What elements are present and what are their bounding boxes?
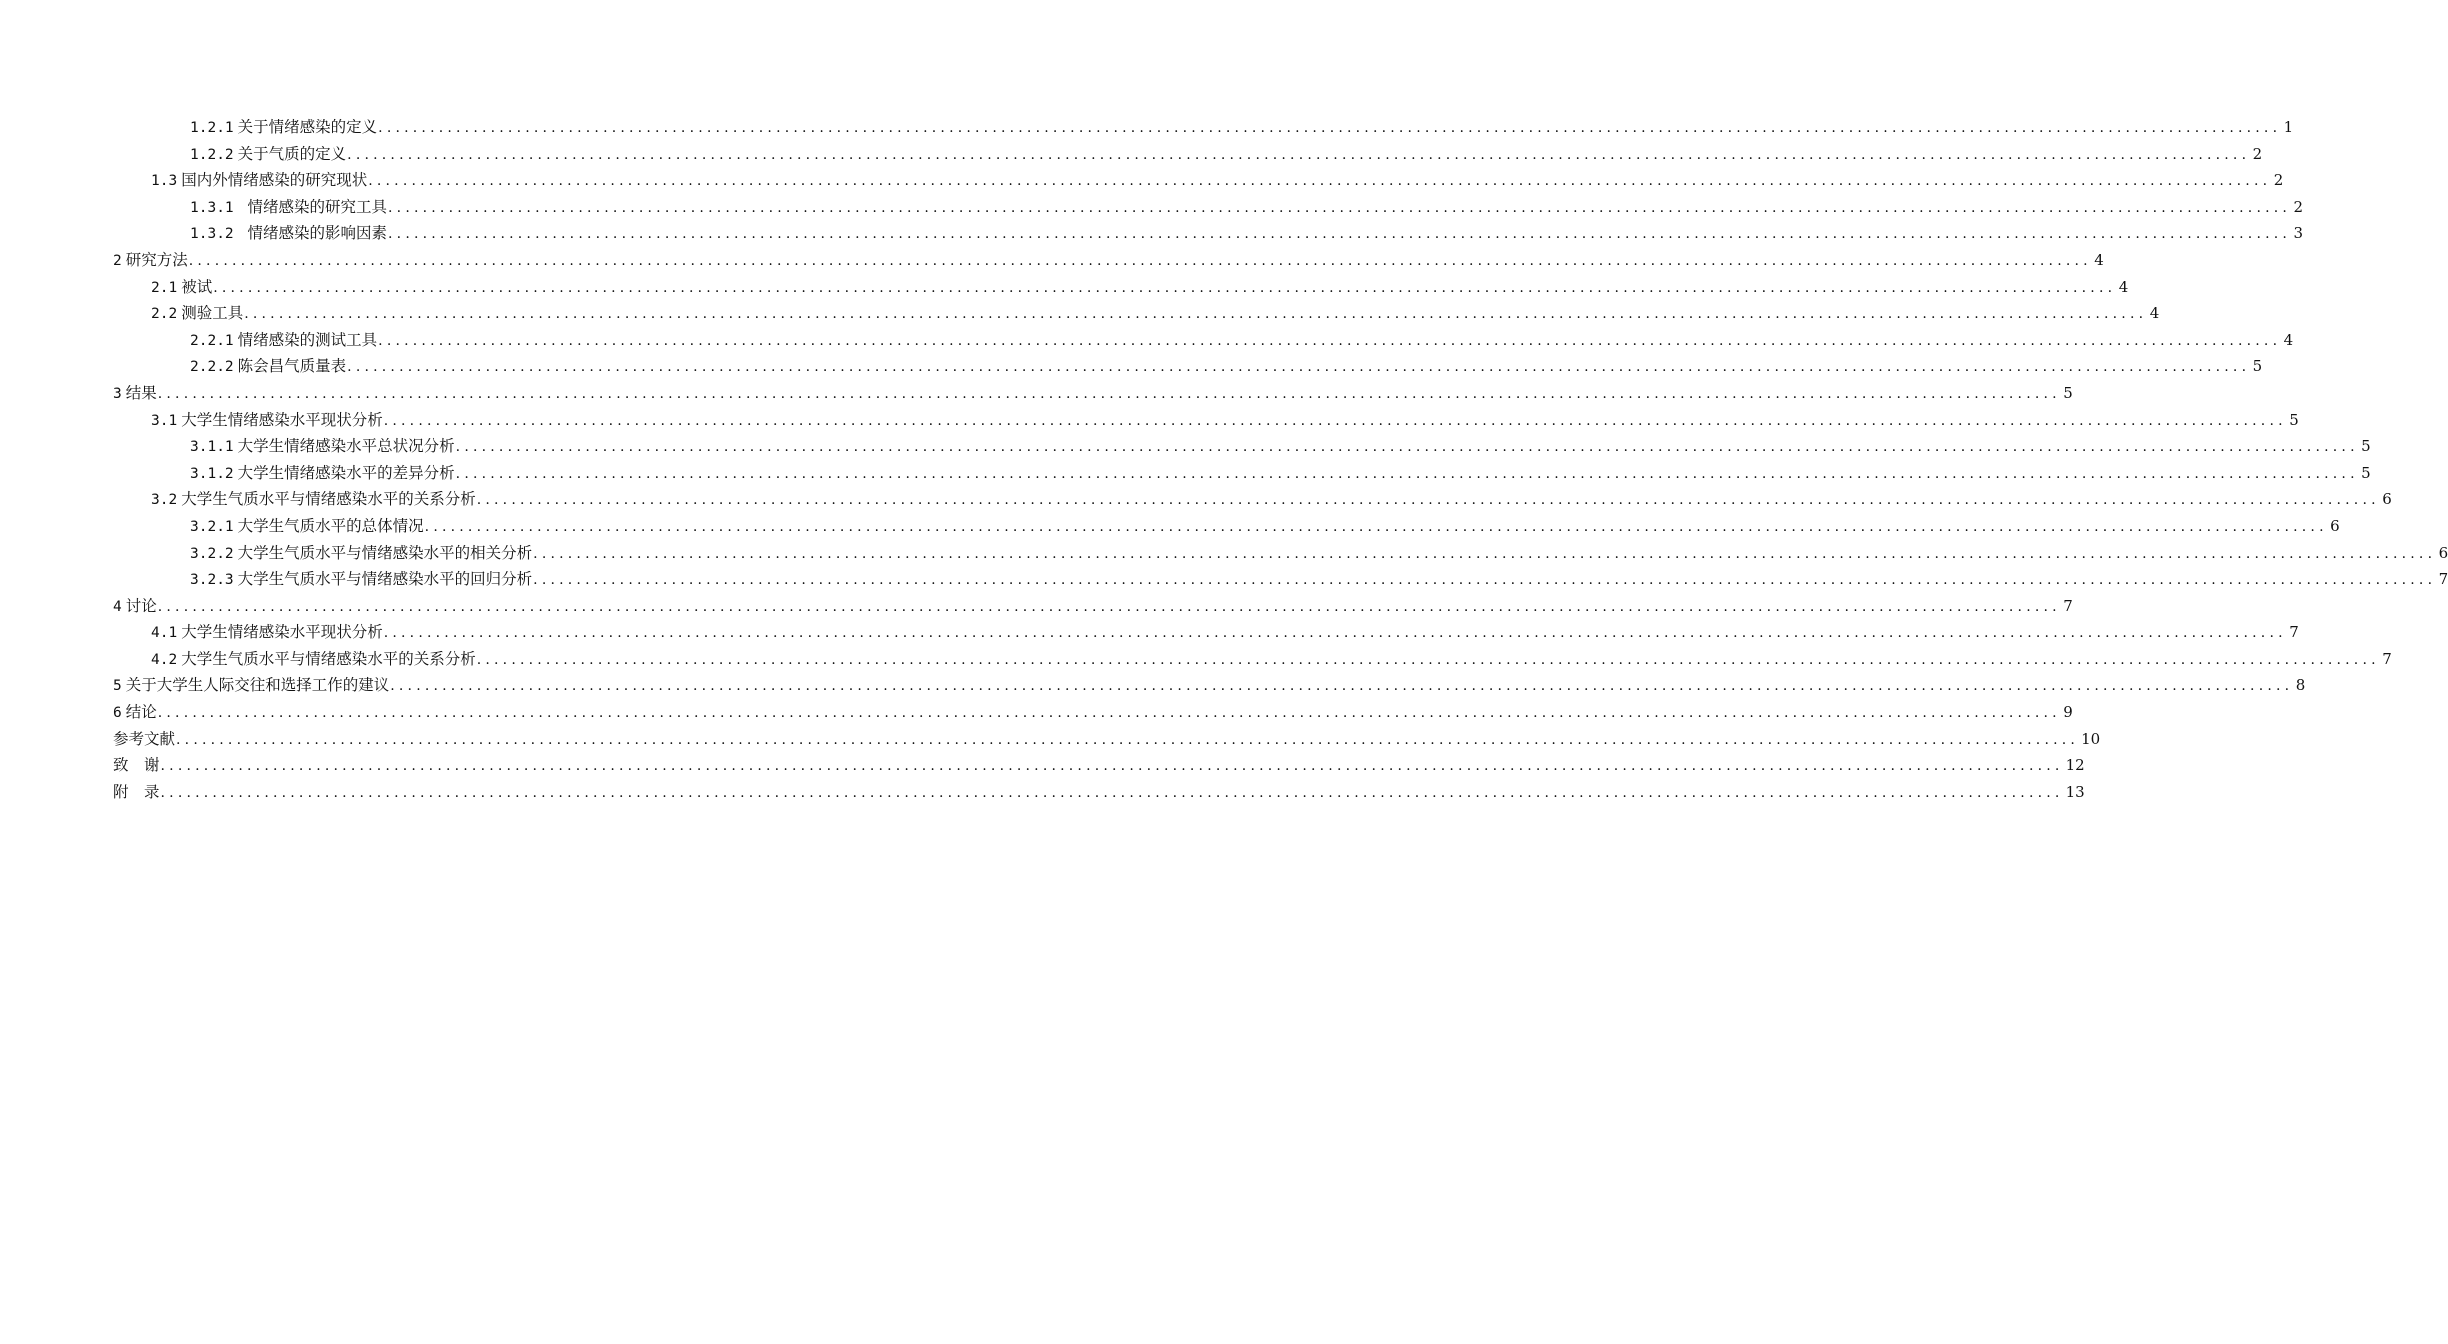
toc-entry-title: 结果 bbox=[125, 383, 157, 402]
toc-entry[interactable] bbox=[113, 513, 2340, 540]
toc-entry-number: 3.1.2 bbox=[190, 465, 234, 482]
toc-entry-number: 3.2.3 bbox=[190, 572, 234, 589]
toc-dot-leader: ............................................................................................................................................................................................................................ bbox=[388, 199, 2292, 216]
toc-entry-page-number: 2 bbox=[2273, 171, 2284, 190]
toc-dot-leader: ............................................................................................................................................................................................................................ bbox=[378, 120, 2282, 136]
toc-dot-leader: ............................................................................................................................................................................................................................ bbox=[390, 678, 2294, 695]
toc-entry-page-number: 12 bbox=[2065, 756, 2085, 775]
toc-dot-leader: ............................................................................................................................................................................................................................ bbox=[476, 492, 2380, 509]
toc-entry-title: 大学生气质水平的总体情况 bbox=[237, 516, 424, 535]
toc-entry-title: 关于情绪感染的定义 bbox=[237, 118, 378, 136]
toc-entry[interactable] bbox=[113, 247, 2104, 274]
toc-entry-title: 大学生气质水平与情绪感染水平的回归分析 bbox=[237, 570, 533, 589]
toc-entry-title: 关于气质的定义 bbox=[237, 144, 347, 163]
toc-entry[interactable] bbox=[113, 407, 2299, 434]
toc-entry-title: 大学生气质水平与情绪感染水平的相关分析 bbox=[237, 543, 533, 562]
toc-entry-number: 3.2.1 bbox=[190, 518, 234, 535]
toc-dot-leader: ............................................................................................................................................................................................................................ bbox=[368, 173, 2272, 190]
toc-entry-number: 1.2.2 bbox=[190, 146, 234, 163]
toc-entry[interactable] bbox=[113, 486, 2392, 513]
toc-entry-number: 3.1 bbox=[151, 412, 178, 429]
toc-dot-leader: ............................................................................................................................................................................................................................ bbox=[533, 545, 2437, 562]
toc-entry[interactable] bbox=[113, 779, 2085, 806]
toc-entry-page-number: 10 bbox=[2081, 729, 2101, 748]
toc-entry-title: 陈会昌气质量表 bbox=[237, 357, 347, 376]
table-of-contents bbox=[113, 114, 2448, 805]
toc-dot-leader: ............................................................................................................................................................................................................................ bbox=[383, 412, 2287, 429]
toc-dot-leader: ............................................................................................................................................................................................................................ bbox=[533, 572, 2437, 589]
toc-entry[interactable] bbox=[113, 699, 2073, 726]
toc-entry-page-number: 9 bbox=[2063, 703, 2073, 722]
toc-entry-number: 3.2 bbox=[151, 492, 178, 509]
toc-entry-title: 研究方法 bbox=[125, 250, 188, 269]
toc-entry-title: 讨论 bbox=[125, 596, 157, 615]
toc-entry[interactable] bbox=[113, 672, 2306, 699]
toc-dot-leader: ............................................................................................................................................................................................................................ bbox=[244, 306, 2148, 323]
toc-entry-title: 结论 bbox=[125, 703, 157, 722]
toc-entry-page-number: 7 bbox=[2063, 596, 2073, 615]
toc-dot-leader: ............................................................................................................................................................................................................................ bbox=[347, 359, 2251, 376]
toc-entry-page-number: 5 bbox=[2252, 357, 2263, 376]
toc-entry-title: 情绪感染的研究工具 bbox=[237, 197, 388, 216]
toc-dot-leader: ............................................................................................................................................................................................................................ bbox=[188, 252, 2092, 269]
toc-entry-page-number: 7 bbox=[2438, 570, 2448, 589]
toc-dot-leader: ............................................................................................................................................................................................................................ bbox=[160, 784, 2064, 801]
toc-entry-page-number: 3 bbox=[2293, 224, 2304, 243]
toc-entry-number: 2 bbox=[113, 252, 122, 269]
toc-entry-title: 大学生情绪感染水平现状分析 bbox=[181, 623, 383, 642]
toc-entry[interactable] bbox=[113, 220, 2304, 247]
toc-entry[interactable] bbox=[113, 353, 2263, 380]
toc-entry-page-number: 5 bbox=[2361, 437, 2371, 456]
toc-entry-title: 测验工具 bbox=[181, 304, 244, 323]
toc-dot-leader: ............................................................................................................................................................................................................................ bbox=[383, 625, 2287, 642]
toc-entry-page-number: 6 bbox=[2438, 543, 2448, 562]
toc-entry-number: 2.2.1 bbox=[190, 332, 234, 349]
toc-entry-page-number: 4 bbox=[2283, 330, 2294, 349]
toc-entry[interactable] bbox=[113, 566, 2448, 593]
toc-entry[interactable] bbox=[113, 167, 2284, 194]
toc-entry-number: 1.2.1 bbox=[190, 120, 234, 136]
toc-dot-leader: ............................................................................................................................................................................................................................ bbox=[455, 439, 2359, 456]
toc-dot-leader: ............................................................................................................................................................................................................................ bbox=[157, 705, 2061, 722]
toc-entry-title: 大学生情绪感染水平总状况分析 bbox=[237, 437, 455, 456]
toc-dot-leader: ............................................................................................................................................................................................................................ bbox=[176, 731, 2080, 748]
toc-dot-leader: ............................................................................................................................................................................................................................ bbox=[157, 598, 2061, 615]
toc-entry-title: 情绪感染的影响因素 bbox=[237, 224, 388, 243]
toc-dot-leader: ............................................................................................................................................................................................................................ bbox=[476, 651, 2380, 668]
toc-entry-number: 2.2 bbox=[151, 306, 178, 323]
toc-entry-number: 6 bbox=[113, 705, 122, 722]
toc-entry-number: 3.2.2 bbox=[190, 545, 234, 562]
toc-dot-leader: ............................................................................................................................................................................................................................ bbox=[157, 385, 2061, 402]
toc-entry-number: 3 bbox=[113, 385, 122, 402]
toc-entry-page-number: 13 bbox=[2065, 782, 2085, 801]
toc-entry-title: 附 录 bbox=[113, 782, 160, 801]
toc-entry-title: 大学生情绪感染水平现状分析 bbox=[181, 410, 383, 429]
toc-entry-number: 4.2 bbox=[151, 651, 178, 668]
toc-entry-page-number: 4 bbox=[2118, 277, 2129, 296]
toc-entry[interactable] bbox=[113, 300, 2160, 327]
toc-dot-leader: ............................................................................................................................................................................................................................ bbox=[347, 146, 2251, 163]
toc-dot-leader: ............................................................................................................................................................................................................................ bbox=[378, 332, 2282, 349]
toc-entry[interactable] bbox=[113, 540, 2448, 567]
toc-entry-title: 致 谢 bbox=[113, 756, 160, 775]
toc-entry-number: 3.1.1 bbox=[190, 439, 234, 456]
toc-entry-page-number: 2 bbox=[2293, 197, 2304, 216]
toc-entry[interactable] bbox=[113, 646, 2392, 673]
toc-entry[interactable] bbox=[113, 274, 2129, 301]
toc-entry-title: 参考文献 bbox=[113, 729, 176, 748]
toc-entry-number: 4 bbox=[113, 598, 122, 615]
toc-dot-leader: ............................................................................................................................................................................................................................ bbox=[455, 465, 2359, 482]
toc-entry-title: 大学生气质水平与情绪感染水平的关系分析 bbox=[181, 649, 476, 668]
toc-entry[interactable] bbox=[113, 619, 2299, 646]
toc-entry[interactable] bbox=[113, 726, 2101, 753]
toc-entry-number: 1.3.2 bbox=[190, 226, 234, 243]
toc-dot-leader: ............................................................................................................................................................................................................................ bbox=[424, 518, 2328, 535]
toc-entry-title: 大学生情绪感染水平的差异分析 bbox=[237, 463, 455, 482]
toc-entry[interactable] bbox=[113, 327, 2294, 354]
toc-dot-leader: ............................................................................................................................................................................................................................ bbox=[160, 758, 2064, 775]
toc-entry-page-number: 1 bbox=[2283, 118, 2294, 136]
toc-entry[interactable] bbox=[113, 433, 2371, 460]
toc-entry-title: 国内外情绪感染的研究现状 bbox=[181, 171, 368, 190]
toc-entry-title: 被试 bbox=[181, 277, 213, 296]
toc-entry-page-number: 5 bbox=[2289, 410, 2299, 429]
toc-entry-number: 2.1 bbox=[151, 279, 178, 296]
toc-entry-number: 2.2.2 bbox=[190, 359, 234, 376]
toc-entry[interactable] bbox=[113, 141, 2263, 168]
toc-entry-page-number: 4 bbox=[2149, 304, 2160, 323]
toc-entry[interactable] bbox=[113, 114, 2294, 141]
toc-entry-number: 4.1 bbox=[151, 625, 178, 642]
toc-entry[interactable] bbox=[113, 194, 2304, 221]
toc-entry[interactable] bbox=[113, 752, 2085, 779]
toc-entry-page-number: 6 bbox=[2330, 516, 2340, 535]
toc-entry-page-number: 4 bbox=[2094, 250, 2104, 269]
toc-entry-page-number: 8 bbox=[2295, 676, 2306, 695]
toc-entry-page-number: 7 bbox=[2382, 649, 2392, 668]
toc-dot-leader: ............................................................................................................................................................................................................................ bbox=[388, 226, 2292, 243]
toc-entry-page-number: 5 bbox=[2063, 383, 2073, 402]
toc-entry-title: 情绪感染的测试工具 bbox=[237, 330, 378, 349]
toc-entry-number: 5 bbox=[113, 678, 122, 695]
toc-entry-page-number: 2 bbox=[2252, 144, 2263, 163]
toc-entry-page-number: 5 bbox=[2361, 463, 2371, 482]
toc-entry-page-number: 7 bbox=[2289, 623, 2299, 642]
toc-entry-title: 关于大学生人际交往和选择工作的建议 bbox=[125, 676, 390, 695]
toc-entry[interactable] bbox=[113, 460, 2371, 487]
toc-entry-title: 大学生气质水平与情绪感染水平的关系分析 bbox=[181, 490, 476, 509]
toc-dot-leader: ............................................................................................................................................................................................................................ bbox=[213, 279, 2117, 296]
toc-entry-page-number: 6 bbox=[2382, 490, 2392, 509]
toc-entry[interactable] bbox=[113, 380, 2073, 407]
toc-entry-number: 1.3.1 bbox=[190, 199, 234, 216]
toc-entry-number: 1.3 bbox=[151, 173, 178, 190]
toc-entry[interactable] bbox=[113, 593, 2073, 620]
